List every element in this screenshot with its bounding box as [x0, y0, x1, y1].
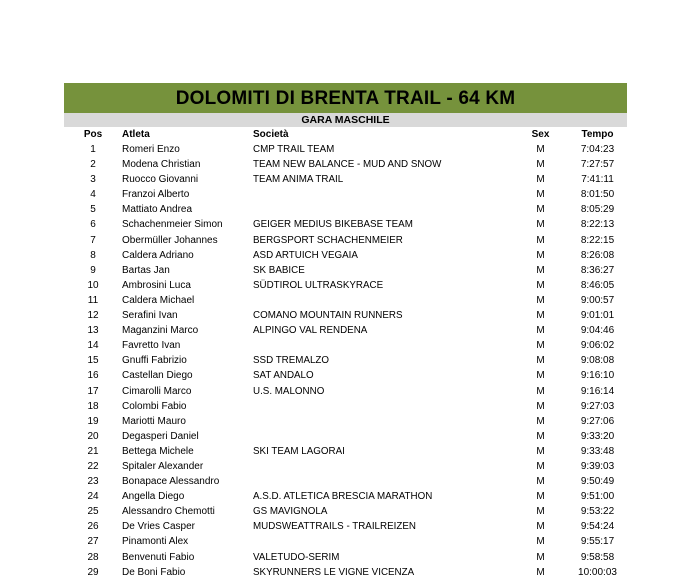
- cell-time: 8:26:08: [580, 249, 615, 261]
- cell-club: [253, 534, 513, 549]
- cell-time: 9:51:00: [580, 491, 615, 503]
- table-row: [64, 172, 627, 187]
- table-row: [64, 353, 627, 368]
- cell-club: TEAM ANIMA TRAIL: [253, 174, 344, 186]
- cell-time: 9:08:08: [580, 355, 615, 367]
- results-body: [64, 142, 627, 580]
- cell-club: GS MAVIGNOLA: [253, 506, 328, 518]
- cell-sex: M: [536, 159, 545, 171]
- cell-club: SAT ANDALO: [253, 370, 314, 382]
- table-row: [64, 429, 627, 444]
- cell-athlete: De Boni Fabio: [122, 566, 186, 578]
- category-subtitle: GARA MASCHILE: [64, 113, 627, 127]
- table-row: [64, 504, 627, 519]
- cell-athlete: De Vries Casper: [122, 521, 195, 533]
- cell-sex: M: [536, 415, 545, 427]
- cell-club: SKI TEAM LAGORAI: [253, 445, 345, 457]
- table-row: [64, 489, 627, 504]
- cell-athlete: Serafini Ivan: [122, 310, 178, 322]
- cell-sex: M: [536, 551, 545, 563]
- cell-sex: M: [536, 566, 545, 578]
- table-row: [64, 399, 627, 414]
- cell-athlete: Pinamonti Alex: [122, 536, 189, 548]
- cell-sex: M: [536, 310, 545, 322]
- cell-athlete: Castellan Diego: [122, 370, 193, 382]
- cell-time: 9:04:46: [580, 325, 615, 337]
- cell-time: 7:27:57: [580, 159, 615, 171]
- cell-time: 8:22:13: [580, 219, 615, 231]
- cell-time: 9:55:17: [580, 536, 615, 548]
- cell-athlete: Schachenmeier Simon: [122, 219, 223, 231]
- cell-athlete: Maganzini Marco: [122, 325, 199, 337]
- cell-club: SÜDTIROL ULTRASKYRACE: [253, 279, 384, 291]
- cell-pos: 20: [87, 430, 99, 442]
- cell-club: CMP TRAIL TEAM: [253, 144, 335, 155]
- cell-sex: M: [536, 249, 545, 261]
- cell-sex: M: [536, 506, 545, 518]
- table-row: [64, 278, 627, 293]
- cell-pos: 5: [90, 204, 96, 216]
- table-row: [64, 414, 627, 429]
- table-row: [64, 157, 627, 172]
- cell-athlete: Ambrosini Luca: [122, 279, 191, 291]
- cell-athlete: Colombi Fabio: [122, 400, 187, 412]
- cell-time: 7:41:11: [581, 174, 614, 186]
- cell-athlete: Modena Christian: [122, 159, 201, 171]
- cell-athlete: Bartas Jan: [122, 264, 170, 276]
- table-row: [64, 323, 627, 338]
- cell-pos: 9: [90, 264, 96, 276]
- cell-sex: M: [536, 460, 545, 472]
- cell-club: [253, 414, 513, 429]
- table-row: [64, 293, 627, 308]
- cell-time: 9:16:10: [580, 370, 615, 382]
- cell-club: [253, 459, 513, 474]
- cell-pos: 18: [87, 400, 99, 412]
- cell-pos: 28: [87, 551, 99, 563]
- cell-athlete: Alessandro Chemotti: [122, 506, 215, 518]
- cell-pos: 27: [87, 536, 99, 548]
- cell-time: 9:16:14: [580, 385, 615, 397]
- cell-pos: 29: [87, 566, 99, 578]
- cell-club: ALPINGO VAL RENDENA: [253, 325, 368, 337]
- cell-athlete: Franzoi Alberto: [122, 189, 190, 201]
- table-row: [64, 142, 627, 157]
- cell-sex: M: [536, 491, 545, 503]
- cell-athlete: Benvenuti Fabio: [122, 551, 195, 563]
- cell-athlete: Gnuffi Fabrizio: [122, 355, 187, 367]
- cell-time: 8:22:15: [580, 234, 615, 246]
- cell-club: BERGSPORT SCHACHENMEIER: [253, 234, 403, 246]
- cell-athlete: Angella Diego: [122, 491, 185, 503]
- cell-time: 9:06:02: [580, 340, 615, 352]
- cell-athlete: Romeri Enzo: [122, 144, 180, 155]
- cell-pos: 7: [90, 234, 96, 246]
- cell-club: MUDSWEATTRAILS - TRAILREIZEN: [253, 521, 416, 533]
- cell-club: [253, 399, 513, 414]
- cell-pos: 22: [87, 460, 99, 472]
- table-row: [64, 474, 627, 489]
- cell-time: 8:05:29: [580, 204, 615, 216]
- cell-club: COMANO MOUNTAIN RUNNERS: [253, 310, 403, 322]
- cell-sex: M: [536, 144, 545, 155]
- cell-time: 9:00:57: [580, 294, 615, 306]
- cell-time: 9:27:03: [580, 400, 615, 412]
- table-row: [64, 444, 627, 459]
- cell-athlete: Mariotti Mauro: [122, 415, 186, 427]
- cell-athlete: Obermüller Johannes: [122, 234, 218, 246]
- table-row: [64, 263, 627, 278]
- cell-time: 9:33:48: [580, 445, 615, 457]
- table-row: [64, 565, 627, 580]
- cell-sex: M: [536, 234, 545, 246]
- race-title: DOLOMITI DI BRENTA TRAIL - 64 KM: [64, 83, 627, 113]
- cell-time: 9:54:24: [580, 521, 615, 533]
- cell-sex: M: [536, 400, 545, 412]
- cell-sex: M: [536, 430, 545, 442]
- cell-time: 8:46:05: [580, 279, 615, 291]
- cell-pos: 17: [87, 385, 99, 397]
- table-row: [64, 519, 627, 534]
- results-sheet: [64, 83, 627, 580]
- cell-pos: 1: [90, 144, 96, 155]
- cell-sex: M: [536, 355, 545, 367]
- cell-time: 9:27:06: [580, 415, 615, 427]
- header-time: Tempo: [581, 129, 614, 140]
- cell-athlete: Bettega Michele: [122, 445, 194, 457]
- cell-club: GEIGER MEDIUS BIKEBASE TEAM: [253, 219, 413, 231]
- cell-sex: M: [536, 219, 545, 231]
- cell-pos: 13: [87, 325, 99, 337]
- cell-sex: M: [536, 264, 545, 276]
- cell-time: 9:53:22: [580, 506, 615, 518]
- cell-pos: 2: [90, 159, 96, 171]
- cell-club: [253, 187, 513, 202]
- table-row: [64, 534, 627, 549]
- cell-sex: M: [536, 370, 545, 382]
- cell-pos: 3: [90, 174, 96, 186]
- cell-athlete: Bonapace Alessandro: [122, 476, 220, 488]
- cell-club: SKYRUNNERS LE VIGNE VICENZA: [253, 566, 415, 578]
- cell-time: 8:01:50: [580, 189, 615, 201]
- table-row: [64, 384, 627, 399]
- cell-club: [253, 474, 513, 489]
- cell-sex: M: [536, 340, 545, 352]
- cell-sex: M: [536, 536, 545, 548]
- cell-time: 9:39:03: [580, 460, 615, 472]
- cell-athlete: Spitaler Alexander: [122, 460, 204, 472]
- cell-club: [253, 429, 513, 444]
- table-row: [64, 550, 627, 565]
- cell-club: VALETUDO-SERIM: [253, 551, 340, 563]
- table-row: [64, 202, 627, 217]
- cell-club: [253, 293, 513, 308]
- cell-pos: 23: [87, 476, 99, 488]
- cell-time: 7:04:23: [580, 144, 615, 155]
- table-row: [64, 338, 627, 353]
- cell-pos: 14: [87, 340, 99, 352]
- cell-athlete: Caldera Michael: [122, 294, 195, 306]
- table-row: [64, 187, 627, 202]
- cell-sex: M: [536, 445, 545, 457]
- cell-athlete: Caldera Adriano: [122, 249, 194, 261]
- cell-club: TEAM NEW BALANCE - MUD AND SNOW: [253, 159, 442, 171]
- cell-athlete: Mattiato Andrea: [122, 204, 193, 216]
- table-row: [64, 233, 627, 248]
- header-athlete: Atleta: [122, 129, 150, 140]
- header-club: Società: [253, 129, 289, 140]
- cell-club: ASD ARTUICH VEGAIA: [253, 249, 358, 261]
- cell-time: 9:58:58: [580, 551, 615, 563]
- cell-time: 8:36:27: [580, 264, 615, 276]
- cell-time: 9:33:20: [580, 430, 615, 442]
- table-row: [64, 217, 627, 232]
- cell-sex: M: [536, 521, 545, 533]
- cell-sex: M: [536, 279, 545, 291]
- cell-pos: 16: [87, 370, 99, 382]
- cell-sex: M: [536, 174, 545, 186]
- cell-club: A.S.D. ATLETICA BRESCIA MARATHON: [253, 491, 433, 503]
- cell-club: SSD TREMALZO: [253, 355, 330, 367]
- cell-athlete: Cimarolli Marco: [122, 385, 192, 397]
- cell-athlete: Degasperi Daniel: [122, 430, 199, 442]
- table-row: [64, 368, 627, 383]
- header-pos: Pos: [83, 129, 103, 140]
- cell-sex: M: [536, 294, 545, 306]
- cell-pos: 10: [87, 279, 99, 291]
- table-row: [64, 459, 627, 474]
- header-row: [64, 127, 627, 142]
- cell-athlete: Favretto Ivan: [122, 340, 181, 352]
- cell-sex: M: [536, 204, 545, 216]
- header-sex: Sex: [531, 129, 550, 140]
- cell-club: [253, 202, 513, 217]
- cell-pos: 15: [87, 355, 99, 367]
- cell-time: 9:01:01: [580, 310, 615, 322]
- cell-sex: M: [536, 189, 545, 201]
- cell-pos: 24: [87, 491, 99, 503]
- cell-pos: 25: [87, 506, 99, 518]
- cell-pos: 26: [87, 521, 99, 533]
- results-table: [64, 127, 627, 580]
- cell-pos: 12: [87, 310, 99, 322]
- cell-pos: 6: [90, 219, 96, 231]
- table-row: [64, 308, 627, 323]
- cell-pos: 11: [87, 294, 99, 306]
- cell-athlete: Ruocco Giovanni: [122, 174, 199, 186]
- cell-time: 9:50:49: [580, 476, 615, 488]
- table-row: [64, 248, 627, 263]
- cell-sex: M: [536, 325, 545, 337]
- cell-club: U.S. MALONNO: [253, 385, 325, 397]
- cell-pos: 8: [90, 249, 96, 261]
- cell-club: [253, 338, 513, 353]
- cell-club: SK BABICE: [253, 264, 305, 276]
- cell-sex: M: [536, 385, 545, 397]
- cell-pos: 4: [90, 189, 96, 201]
- cell-pos: 21: [87, 445, 99, 457]
- cell-pos: 19: [87, 415, 99, 427]
- cell-sex: M: [536, 476, 545, 488]
- cell-time: 10:00:03: [578, 566, 617, 578]
